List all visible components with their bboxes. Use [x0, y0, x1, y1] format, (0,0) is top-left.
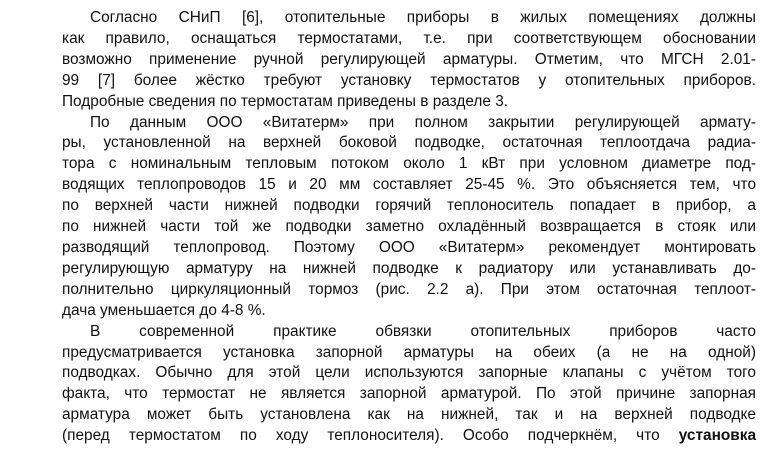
text-line: арматура может быть установлена как на нижней, так и на верхней подводке — [62, 406, 756, 424]
text-line: Подробные сведения по термостатам приведены в разделе 3. — [62, 92, 509, 110]
text-line: Согласно СНиП [6], отопительные приборы в жилых помещениях должны — [90, 9, 756, 26]
text-line: предусматривается установка запорной арматуры на обеих (а не на одной) — [62, 343, 756, 361]
text-line: возможно применение ручной регулирующей арматуры. Отметим, что МГСН 2.01- — [62, 50, 756, 68]
paragraph-2 — [62, 113, 756, 322]
text-line-start: (перед термостатом по ходу теплоносителя). Особо подчеркнём, что — [62, 427, 660, 445]
text-line: по верхней части нижней подводки горячий теплоноситель попадает в прибор, а — [62, 197, 756, 215]
text-line: по нижней части той же подводки заметно охладённый возвращается в стояк или — [62, 218, 756, 236]
document-body — [62, 8, 756, 447]
text-line: факта, что термостат не является запорной арматурой. По этой причине запорная — [62, 385, 756, 403]
text-line: водящих теплопроводов 15 и 20 мм составляет 25-45 %. Это объясняется тем, что — [62, 176, 756, 194]
paragraph-1 — [62, 8, 756, 113]
text-line: По данным ООО «Витатерм» при полном закрытии регулирующей армату- — [90, 113, 756, 131]
text-line: разводящий теплопровод. Поэтому ООО «Витатерм» рекомендует монтировать — [62, 238, 756, 256]
bold-emphasis: установка — [678, 427, 757, 445]
text-line: дача уменьшается до 4-8 %. — [62, 301, 266, 319]
text-line: тора с номинальным тепловым потоком около 1 кВт при условном диаметре под- — [62, 155, 756, 173]
paragraph-3 — [62, 322, 756, 447]
text-line: полнительно циркуляционный тормоз (рис. 2.2 а). При этом остаточная теплоот- — [62, 280, 756, 298]
text-line: регулирующую арматуру на нижней подводке к радиатору или устанавливать до- — [62, 259, 756, 277]
text-line: 99 [7] более жёстко требуют установку термостатов у отопительных приборов. — [62, 71, 756, 89]
text-line: подводках. Обычно для этой цели используются запорные клапаны с учётом того — [62, 364, 756, 382]
text-line: ры, установленной на верхней боковой подводке, остаточная теплоотдача радиа- — [62, 134, 756, 152]
text-line: В современной практике обвязки отопительных приборов часто — [90, 322, 756, 340]
text-line-with-bold — [62, 426, 756, 447]
text-line: как правило, оснащаться термостатами, т.е. при соответствующем обосновании — [62, 29, 756, 47]
